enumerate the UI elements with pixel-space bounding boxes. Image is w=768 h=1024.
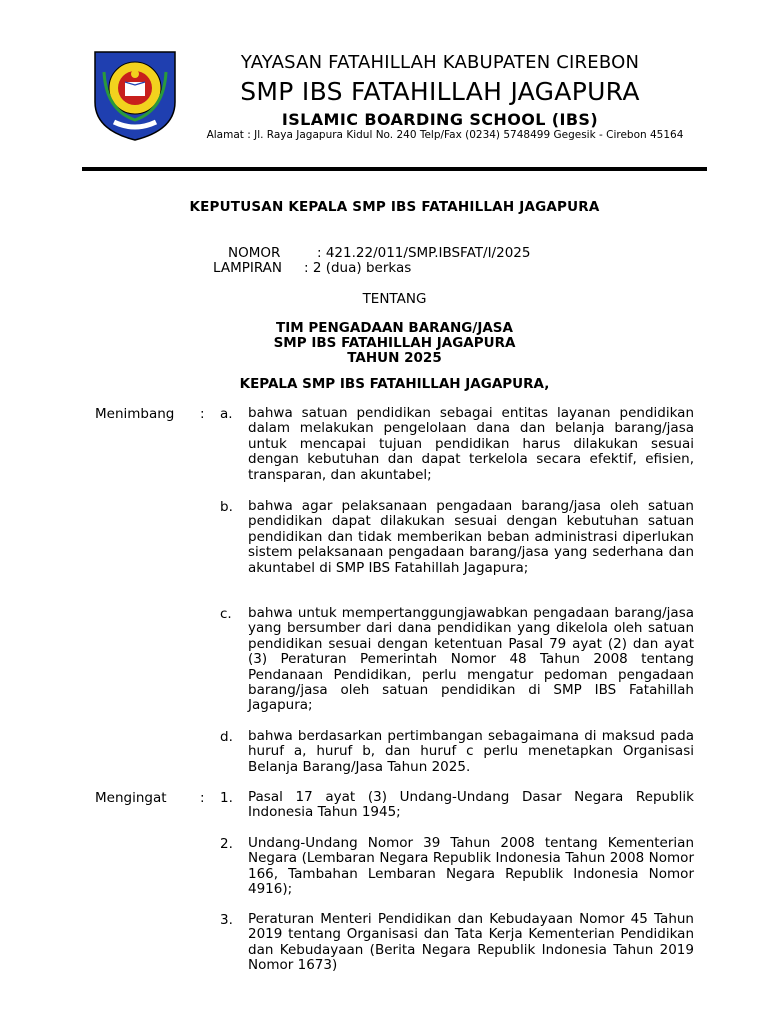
mengingat-item-1: Pasal 17 ayat (3) Undang-Undang Dasar Negara Republik Indonesia Tahun 1945; [248,789,694,821]
nomor-label: NOMOR [228,245,281,261]
menimbang-item-c: bahwa untuk mempertanggungjawabkan pengadaan barang/jasa yang bersumber dari dana pendidikan yang dikelola oleh satuan pendidikan sesuai dengan ketentuan Pasal 79 ayat (2) dan ayat (3) Peraturan Pemerintah Nomor 48 Tahun 2008 tentang Pendanaan Pendidikan, perlu mengatur pedoman pengadaan barang/jasa oleh satuan pendidikan di SMP IBS Fatahillah Jagapura; [248,605,694,714]
school-subtitle: ISLAMIC BOARDING SCHOOL (IBS) [281,110,599,129]
menimbang-item-b: bahwa agar pelaksanaan pengadaan barang/jasa oleh satuan pendidikan dapat dilakukan sesuai dengan kebutuhan satuan pendidikan dan tidak memberikan beban administrasi diperlukan sistem pelaksanaan pengadaan barang/jasa yang sederhana dan akuntabel di SMP IBS Fatahillah Jagapura; [248,498,694,576]
mengingat-marker-3: 3. [220,912,233,928]
decree-title: KEPUTUSAN KEPALA SMP IBS FATAHILLAH JAGAPURA [189,199,600,215]
subject-line-3: TAHUN 2025 [347,350,442,366]
nomor-value: : 421.22/011/SMP.IBSFAT/I/2025 [317,245,531,261]
menimbang-marker-d: d. [220,729,233,745]
menimbang-marker-b: b. [220,499,233,515]
mengingat-marker-1: 1. [220,790,233,806]
menimbang-colon: : [200,406,205,422]
school-address: Alamat : Jl. Raya Jagapura Kidul No. 240 Telp/Fax (0234) 5748499 Gegesik - Cirebon 45164 [206,129,684,141]
mengingat-item-3: Peraturan Menteri Pendidikan dan Kebudayaan Nomor 45 Tahun 2019 tentang Organisasi dan Tata Kerja Kementerian Pendidikan dan Kebudayaan (Berita Negara Republik Indonesia Tahun 2019 Nomor 1673) [248,911,694,974]
decree-subject [82,321,707,366]
lampiran-value: : 2 (dua) berkas [304,260,412,276]
mengingat-item-2: Undang-Undang Nomor 39 Tahun 2008 tentang Kementerian Negara (Lembaran Negara Republik Indonesia Tahun 2008 Nomor 166, Tambahan Lembaran Negara Republik Indonesia Nomor 4916); [248,835,694,898]
menimbang-item-d: bahwa berdasarkan pertimbangan sebagaimana di maksud pada huruf a, huruf b, dan huruf c perlu menetapkan Organisasi Belanja Barang/Jasa Tahun 2025. [248,728,694,775]
school-crest-icon [92,50,178,142]
mengingat-label: Mengingat [95,790,167,806]
subject-line-1: TIM PENGADAAN BARANG/JASA [276,320,513,336]
tentang-heading: TENTANG [362,291,427,307]
lampiran-label: LAMPIRAN [213,260,283,276]
menimbang-marker-c: c. [220,606,232,622]
foundation-name: YAYASAN FATAHILLAH KABUPATEN CIREBON [240,52,640,73]
menimbang-marker-a: a. [220,406,233,422]
menimbang-label: Menimbang [95,406,175,422]
subject-line-2: SMP IBS FATAHILLAH JAGAPURA [273,335,516,351]
school-name: SMP IBS FATAHILLAH JAGAPURA [240,77,640,106]
letterhead-divider [82,167,707,171]
kepala-heading: KEPALA SMP IBS FATAHILLAH JAGAPURA, [239,376,550,392]
mengingat-colon: : [200,790,205,806]
mengingat-marker-2: 2. [220,836,233,852]
menimbang-item-a: bahwa satuan pendidikan sebagai entitas layanan pendidikan dalam melakukan pengelolaan dana dan belanja barang/jasa untuk mencapai tujuan pendidikan harus dilakukan sesuai dengan kebutuhan dan dapat terkelola secara efektif, efisien, transparan, dan akuntabel; [248,405,694,483]
